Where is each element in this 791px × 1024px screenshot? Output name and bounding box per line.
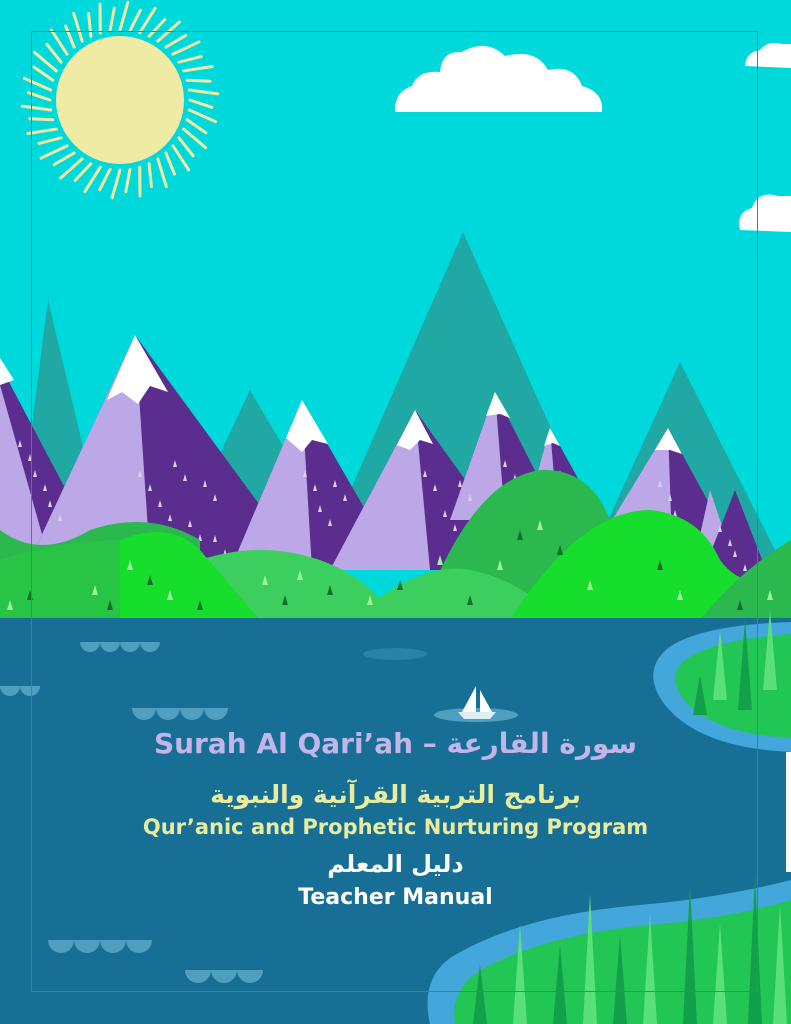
manual-title-arabic: دليل المعلم — [327, 850, 464, 878]
manual-title-english: Teacher Manual — [298, 885, 493, 910]
cover-title: Surah Al Qari’ah – سورة القارعة — [153, 727, 638, 760]
program-title-english: Qur’anic and Prophetic Nurturing Program — [142, 815, 649, 839]
program-title-arabic: برنامج التربية القرآنية والنبوية — [210, 780, 581, 809]
